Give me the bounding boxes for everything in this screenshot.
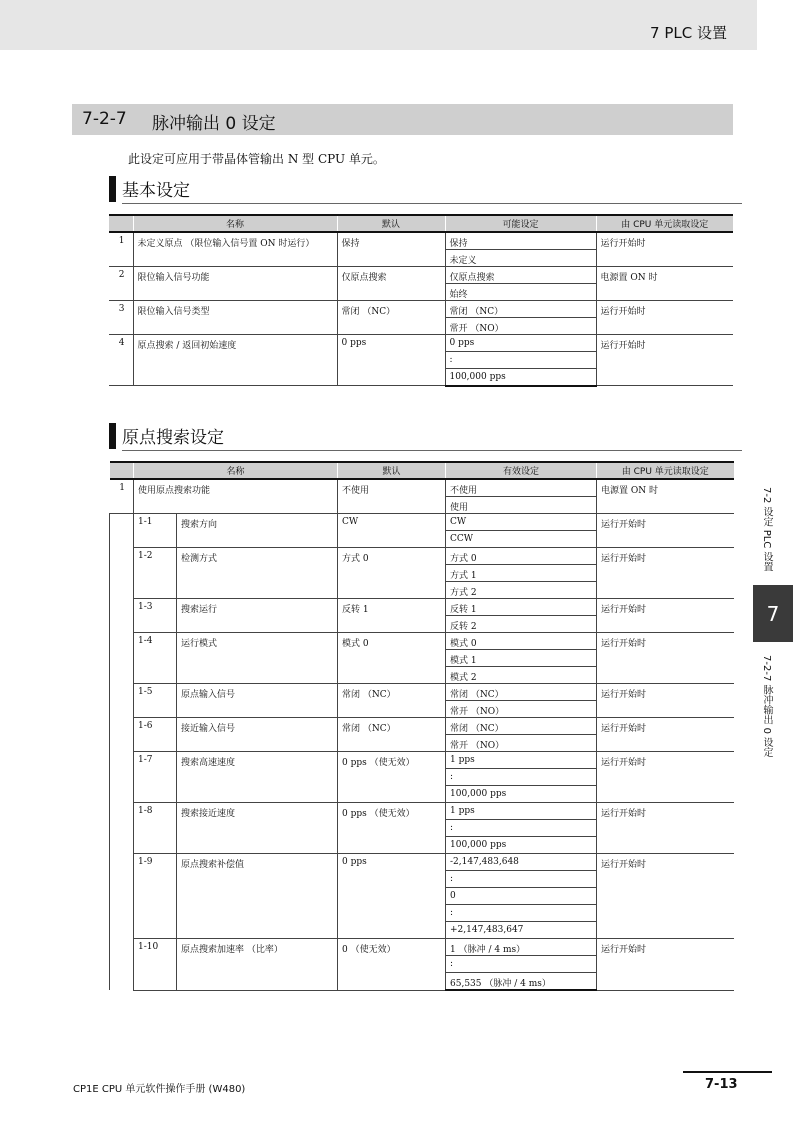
row-setting-value: : — [446, 871, 597, 888]
row-number: 1-8 — [134, 803, 177, 854]
row-setting-value: +2,147,483,647 — [446, 922, 597, 939]
row-setting-value: 常开 （NO） — [446, 701, 597, 718]
row-number: 2 — [109, 267, 133, 301]
row-number: 1-1 — [134, 514, 177, 548]
row-name: 检测方式 — [177, 548, 338, 599]
row-read-timing: 运行开始时 — [596, 335, 733, 386]
row-number: 1-9 — [134, 854, 177, 939]
origin-search-table — [109, 461, 734, 991]
table-row — [109, 335, 733, 352]
table-row — [109, 267, 733, 284]
row-number: 4 — [109, 335, 133, 386]
row-setting-value: 未定义 — [445, 250, 596, 267]
row-default: 仅原点搜索 — [337, 267, 445, 301]
table-row — [110, 718, 734, 735]
row-setting-value: : — [446, 820, 597, 837]
row-setting-value: 仅原点搜索 — [445, 267, 596, 284]
row-indent — [110, 854, 134, 939]
header-cell-settings: 有效设定 — [446, 462, 597, 479]
table-row — [110, 752, 734, 769]
intro-text: 此设定可应用于带晶体管输出 N 型 CPU 单元。 — [128, 152, 385, 166]
row-read-timing: 运行开始时 — [597, 752, 734, 803]
row-setting-value: 0 pps — [445, 335, 596, 352]
row-setting-value: 0 — [446, 888, 597, 905]
row-read-timing: 运行开始时 — [597, 803, 734, 854]
chapter-title: 7 PLC 设置 — [650, 24, 727, 42]
header-cell-no — [109, 215, 133, 232]
row-read-timing: 运行开始时 — [597, 684, 734, 718]
row-setting-value: 常闭 （NC） — [446, 718, 597, 735]
table-row — [110, 479, 734, 497]
table-row — [110, 514, 734, 531]
row-name: 搜索运行 — [177, 599, 338, 633]
table-row — [110, 939, 734, 956]
row-number: 1-6 — [134, 718, 177, 752]
row-setting-value: 反转 2 — [446, 616, 597, 633]
row-indent — [110, 803, 134, 854]
row-name: 使用原点搜索功能 — [134, 479, 338, 514]
row-name: 未定义原点 （限位输入信号置 ON 时运行） — [133, 232, 337, 267]
basic-settings-heading — [109, 178, 190, 202]
row-setting-value: 1 （脉冲 / 4 ms） — [446, 939, 597, 956]
row-default: 不使用 — [338, 479, 446, 514]
row-indent — [110, 684, 134, 718]
row-name: 限位输入信号功能 — [133, 267, 337, 301]
row-setting-value: 常闭 （NC） — [445, 301, 596, 318]
row-indent — [110, 633, 134, 684]
row-name: 搜索高速速度 — [177, 752, 338, 803]
row-setting-value: 始终 — [445, 284, 596, 301]
origin-heading-text: 原点搜索设定 — [122, 428, 224, 448]
table-row — [110, 633, 734, 650]
page-header — [0, 0, 757, 50]
side-tab-subsection-label: 7-2-7 脉冲输出 0 设定 — [761, 655, 772, 758]
row-setting-value: 方式 0 — [446, 548, 597, 565]
row-read-timing: 运行开始时 — [597, 718, 734, 752]
table-row — [110, 854, 734, 871]
row-default: CW — [338, 514, 446, 548]
row-setting-value: CW — [446, 514, 597, 531]
heading-underline — [122, 203, 742, 204]
row-name: 接近输入信号 — [177, 718, 338, 752]
row-setting-value: 方式 1 — [446, 565, 597, 582]
header-cell-read-timing: 由 CPU 单元读取设定 — [596, 215, 733, 232]
row-name: 原点搜索 / 返回初始速度 — [133, 335, 337, 386]
row-name: 限位输入信号类型 — [133, 301, 337, 335]
row-name: 原点输入信号 — [177, 684, 338, 718]
row-default: 常闭 （NC） — [337, 301, 445, 335]
row-default: 常闭 （NC） — [338, 718, 446, 752]
row-default: 反转 1 — [338, 599, 446, 633]
header-cell-default: 默认 — [337, 215, 445, 232]
row-setting-value: 100,000 pps — [446, 786, 597, 803]
row-read-timing: 运行开始时 — [597, 599, 734, 633]
row-setting-value: 常开 （NO） — [446, 735, 597, 752]
footer-rule — [683, 1071, 772, 1073]
row-indent — [110, 514, 134, 548]
row-read-timing: 运行开始时 — [596, 232, 733, 267]
row-name: 原点搜索加速率 （比率） — [177, 939, 338, 991]
table-row — [109, 301, 733, 318]
header-cell-default: 默认 — [338, 462, 446, 479]
row-read-timing: 运行开始时 — [596, 301, 733, 335]
row-setting-value: 方式 2 — [446, 582, 597, 599]
row-read-timing: 运行开始时 — [597, 939, 734, 991]
row-default: 0 pps — [338, 854, 446, 939]
row-setting-value: 100,000 pps — [446, 837, 597, 854]
row-read-timing: 运行开始时 — [597, 633, 734, 684]
row-name: 搜索方向 — [177, 514, 338, 548]
row-setting-value: 1 pps — [446, 752, 597, 769]
row-setting-value: -2,147,483,648 — [446, 854, 597, 871]
row-setting-value: : — [446, 769, 597, 786]
row-default: 0 pps — [337, 335, 445, 386]
row-indent — [110, 752, 134, 803]
row-setting-value: 使用 — [446, 497, 597, 514]
row-number: 1-7 — [134, 752, 177, 803]
row-name: 原点搜索补偿值 — [177, 854, 338, 939]
heading-underline — [122, 450, 742, 451]
row-setting-value: 100,000 pps — [445, 369, 596, 386]
row-number: 1 — [110, 479, 134, 514]
row-read-timing: 运行开始时 — [597, 514, 734, 548]
row-default: 常闭 （NC） — [338, 684, 446, 718]
row-setting-value: 模式 1 — [446, 650, 597, 667]
row-setting-value: : — [445, 352, 596, 369]
row-setting-value: 模式 2 — [446, 667, 597, 684]
row-number: 1-3 — [134, 599, 177, 633]
row-default: 模式 0 — [338, 633, 446, 684]
row-setting-value: 常闭 （NC） — [446, 684, 597, 701]
table-row — [110, 599, 734, 616]
row-number: 1-4 — [134, 633, 177, 684]
table-row — [110, 684, 734, 701]
row-number: 1-5 — [134, 684, 177, 718]
basic-settings-table — [109, 214, 733, 387]
table-header-row — [109, 215, 733, 232]
row-setting-value: 1 pps — [446, 803, 597, 820]
row-indent — [110, 718, 134, 752]
row-name: 搜索接近速度 — [177, 803, 338, 854]
row-default: 0 pps （使无效） — [338, 752, 446, 803]
page-number: 7-13 — [705, 1077, 738, 1092]
row-number: 3 — [109, 301, 133, 335]
row-indent — [110, 548, 134, 599]
section-title: 脉冲输出 0 设定 — [152, 114, 276, 134]
row-setting-value: 保持 — [445, 232, 596, 250]
row-read-timing: 电源置 ON 时 — [597, 479, 734, 514]
row-setting-value: : — [446, 956, 597, 973]
row-number: 1-10 — [134, 939, 177, 991]
side-tab-section-label: 7-2 设定 PLC 设置 — [761, 487, 772, 572]
manual-title: CP1E CPU 单元软件操作手册 (W480) — [73, 1084, 246, 1095]
chapter-tab: 7 — [753, 585, 793, 642]
row-setting-value: : — [446, 905, 597, 922]
header-cell-settings: 可能设定 — [445, 215, 596, 232]
row-default: 0 pps （使无效） — [338, 803, 446, 854]
row-default: 保持 — [337, 232, 445, 267]
row-name: 运行模式 — [177, 633, 338, 684]
header-cell-name: 名称 — [134, 462, 338, 479]
table-row — [110, 548, 734, 565]
table-row — [110, 803, 734, 820]
row-setting-value: CCW — [446, 531, 597, 548]
row-read-timing: 运行开始时 — [597, 854, 734, 939]
row-indent — [110, 939, 134, 991]
heading-marker — [109, 176, 116, 202]
header-cell-name: 名称 — [133, 215, 337, 232]
origin-search-heading — [109, 425, 224, 449]
row-read-timing: 运行开始时 — [597, 548, 734, 599]
row-default: 0 （使无效） — [338, 939, 446, 991]
row-setting-value: 65,535 （脉冲 / 4 ms） — [446, 973, 597, 991]
row-setting-value: 常开 （NO） — [445, 318, 596, 335]
row-number: 1 — [109, 232, 133, 267]
section-number: 7-2-7 — [82, 109, 127, 129]
row-setting-value: 不使用 — [446, 479, 597, 497]
basic-heading-text: 基本设定 — [122, 181, 190, 201]
row-setting-value: 反转 1 — [446, 599, 597, 616]
row-indent — [110, 599, 134, 633]
row-number: 1-2 — [134, 548, 177, 599]
table-header-row — [110, 462, 734, 479]
heading-marker — [109, 423, 116, 449]
header-cell-read-timing: 由 CPU 单元读取设定 — [597, 462, 734, 479]
table-row — [109, 232, 733, 250]
row-setting-value: 模式 0 — [446, 633, 597, 650]
header-cell-no — [110, 462, 134, 479]
section-title-bar — [72, 104, 733, 135]
row-default: 方式 0 — [338, 548, 446, 599]
row-read-timing: 电源置 ON 时 — [596, 267, 733, 301]
